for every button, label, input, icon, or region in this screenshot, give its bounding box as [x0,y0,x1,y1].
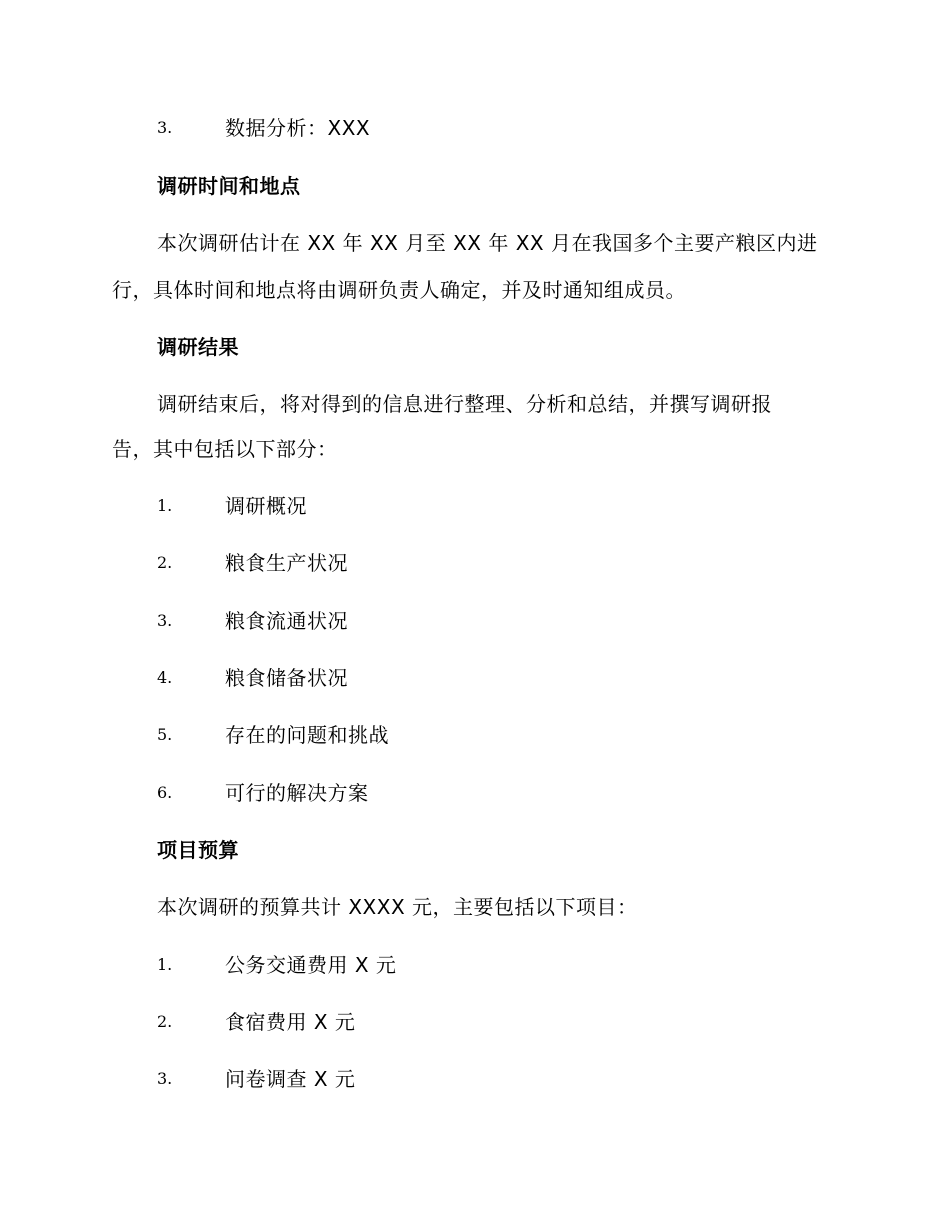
list-item-number: 1. [157,496,173,515]
list-item-number: 2. [157,1012,173,1031]
list-item-text: 粮食生产状况 [225,551,348,575]
list-item-number: 4. [157,668,173,687]
list-item-text: 食宿费用 X 元 [225,1010,356,1034]
list-item-number: 6. [157,783,173,802]
paragraph-line: 调研结束后，将对得到的信息进行整理、分析和总结，并撰写调研报 [157,392,772,416]
list-item-text: 存在的问题和挑战 [225,723,389,747]
paragraph-line: 告，其中包括以下部分： [112,437,338,461]
list-item-text: 数据分析：XXX [225,116,371,140]
list-item-number: 3. [157,611,173,630]
list-item-text: 粮食储备状况 [225,666,348,690]
section-heading-budget: 项目预算 [157,838,239,862]
list-item-text: 问卷调查 X 元 [225,1067,356,1091]
list-item-text: 公务交通费用 X 元 [225,953,397,977]
list-item-number: 1. [157,955,173,974]
list-item-number: 5. [157,725,173,744]
list-item-number: 2. [157,553,173,572]
list-item-number: 3. [157,118,173,137]
paragraph-line: 行，具体时间和地点将由调研负责人确定，并及时通知组成员。 [112,278,686,302]
section-heading-results: 调研结果 [157,335,239,359]
paragraph-line: 本次调研估计在 XX 年 XX 月至 XX 年 XX 月在我国多个主要产粮区内进 [157,231,818,255]
list-item-number: 3. [157,1069,173,1088]
paragraph-line: 本次调研的预算共计 XXXX 元，主要包括以下项目： [157,895,638,919]
list-item-text: 可行的解决方案 [225,781,369,805]
section-heading-time-place: 调研时间和地点 [157,174,301,198]
list-item-text: 调研概况 [225,494,307,518]
list-item-text: 粮食流通状况 [225,609,348,633]
